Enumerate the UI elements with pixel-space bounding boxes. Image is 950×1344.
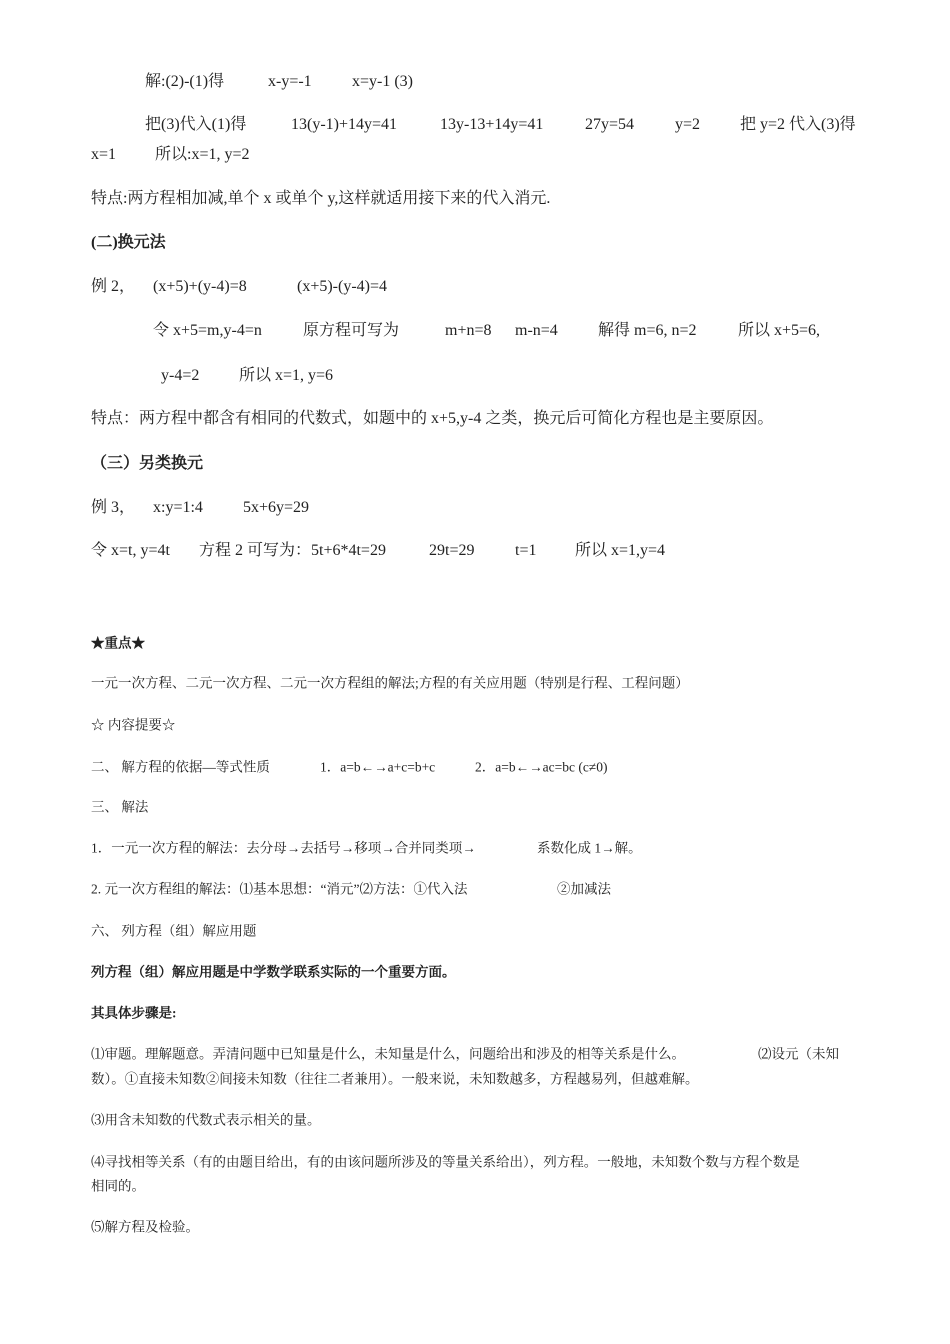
step-item-continued: 数）。①直接未知数②间接未知数（往往二者兼用）。一般来说，未知数越多，方程越易列，但越难解。 [91,1071,699,1087]
equation: 5x+6y=29 [243,499,310,516]
step-item: ⑸解方程及检验。 [91,1219,199,1235]
example-label: 例 2， [91,278,136,295]
note-text: 特点：两方程中都含有相同的代数式，如题中的 x+5,y-4 之类，换元后可简化方程也是主要原因。 [91,410,774,427]
equation: x-y=-1 [268,73,312,90]
note-text: 特点:两方程相加减,单个 x 或单个 y,这样就适用接下来的代入消元. [91,190,551,207]
equation: 29t=29 [429,542,475,559]
method-item: 1．一元一次方程的解法：去分母→去括号→移项→合并同类项→ [91,840,476,856]
conclusion: 所以 x=1,y=4 [575,542,666,559]
substitution: 令 x=t, y=4t [91,542,170,559]
step-item-continued: 相同的。 [91,1178,145,1194]
equation: 13(y-1)+14y=41 [291,116,398,133]
solution-step: 解得 m=6, n=2 [598,322,697,339]
step-item: ⑴审题。理解题意。弄清问题中已知量是什么，未知量是什么，问题给出和涉及的相等关系是什么。 [91,1046,685,1062]
example-label: 例 3， [91,499,136,516]
key-points-text: 一元一次方程、二元一次方程、二元一次方程组的解法;方程的有关应用题（特别是行程、工程问题） [91,675,689,691]
section-item: 六、 列方程（组）解应用题 [91,923,257,939]
equation: y-4=2 [161,367,200,384]
method-item-end: 系数化成 1→解。 [537,840,642,856]
summary-heading: ☆ 内容提要☆ [91,717,176,733]
equation: x=1 [91,146,117,163]
step-item: ⑵设元（未知 [758,1046,839,1062]
equation: (x+5)+(y-4)=8 [153,278,247,295]
solution-step: 解:(2)-(1)得 [145,73,225,90]
key-points-heading: ★重点★ [91,635,145,651]
bold-paragraph: 其具体步骤是: [91,1005,177,1021]
solution-step: 所以 x+5=6, [738,322,821,339]
equation: (x+5)-(y-4)=4 [297,278,388,295]
solution-step: 把 y=2 代入(3)得 [740,116,856,133]
equation: x:y=1:4 [153,499,203,516]
section-heading: （三）另类换元 [91,455,204,472]
substitution: 令 x+5=m,y-4=n [153,322,262,339]
solution-step: 把(3)代入(1)得 [145,116,247,133]
method-item: 2. 元一次方程组的解法：⑴基本思想：“消元”⑵方法：①代入法 [91,881,468,897]
method-item-end: ②加减法 [557,881,611,897]
equation: y=2 [675,116,701,133]
section-heading: (二)换元法 [91,234,166,251]
step-item: ⑷寻找相等关系（有的由题目给出，有的由该问题所涉及的等量关系给出），列方程。一般地，未知数个数与方程个数是 [91,1154,800,1170]
property-item: 2．a=b←→ac=bc (c≠0) [475,759,608,775]
equation: t=1 [515,542,537,559]
conclusion: 所以 x=1, y=6 [239,367,334,384]
equation: 13y-13+14y=41 [440,116,544,133]
solution-step: 原方程可写为 [303,322,400,339]
property-item: 1．a=b←→a+c=b+c [320,759,436,775]
section-item: 二、 解方程的依据—等式性质 [91,759,270,775]
section-item: 三、 解法 [91,799,149,815]
equation: x=y-1 (3) [352,73,414,90]
step-item: ⑶用含未知数的代数式表示相关的量。 [91,1112,321,1128]
solution-step: 方程 2 可写为：5t+6*4t=29 [199,542,386,559]
equation: m+n=8 [445,322,492,339]
equation: 27y=54 [585,116,635,133]
equation: m-n=4 [515,322,558,339]
bold-paragraph: 列方程（组）解应用题是中学数学联系实际的一个重要方面。 [91,964,456,980]
conclusion: 所以:x=1, y=2 [155,146,250,163]
